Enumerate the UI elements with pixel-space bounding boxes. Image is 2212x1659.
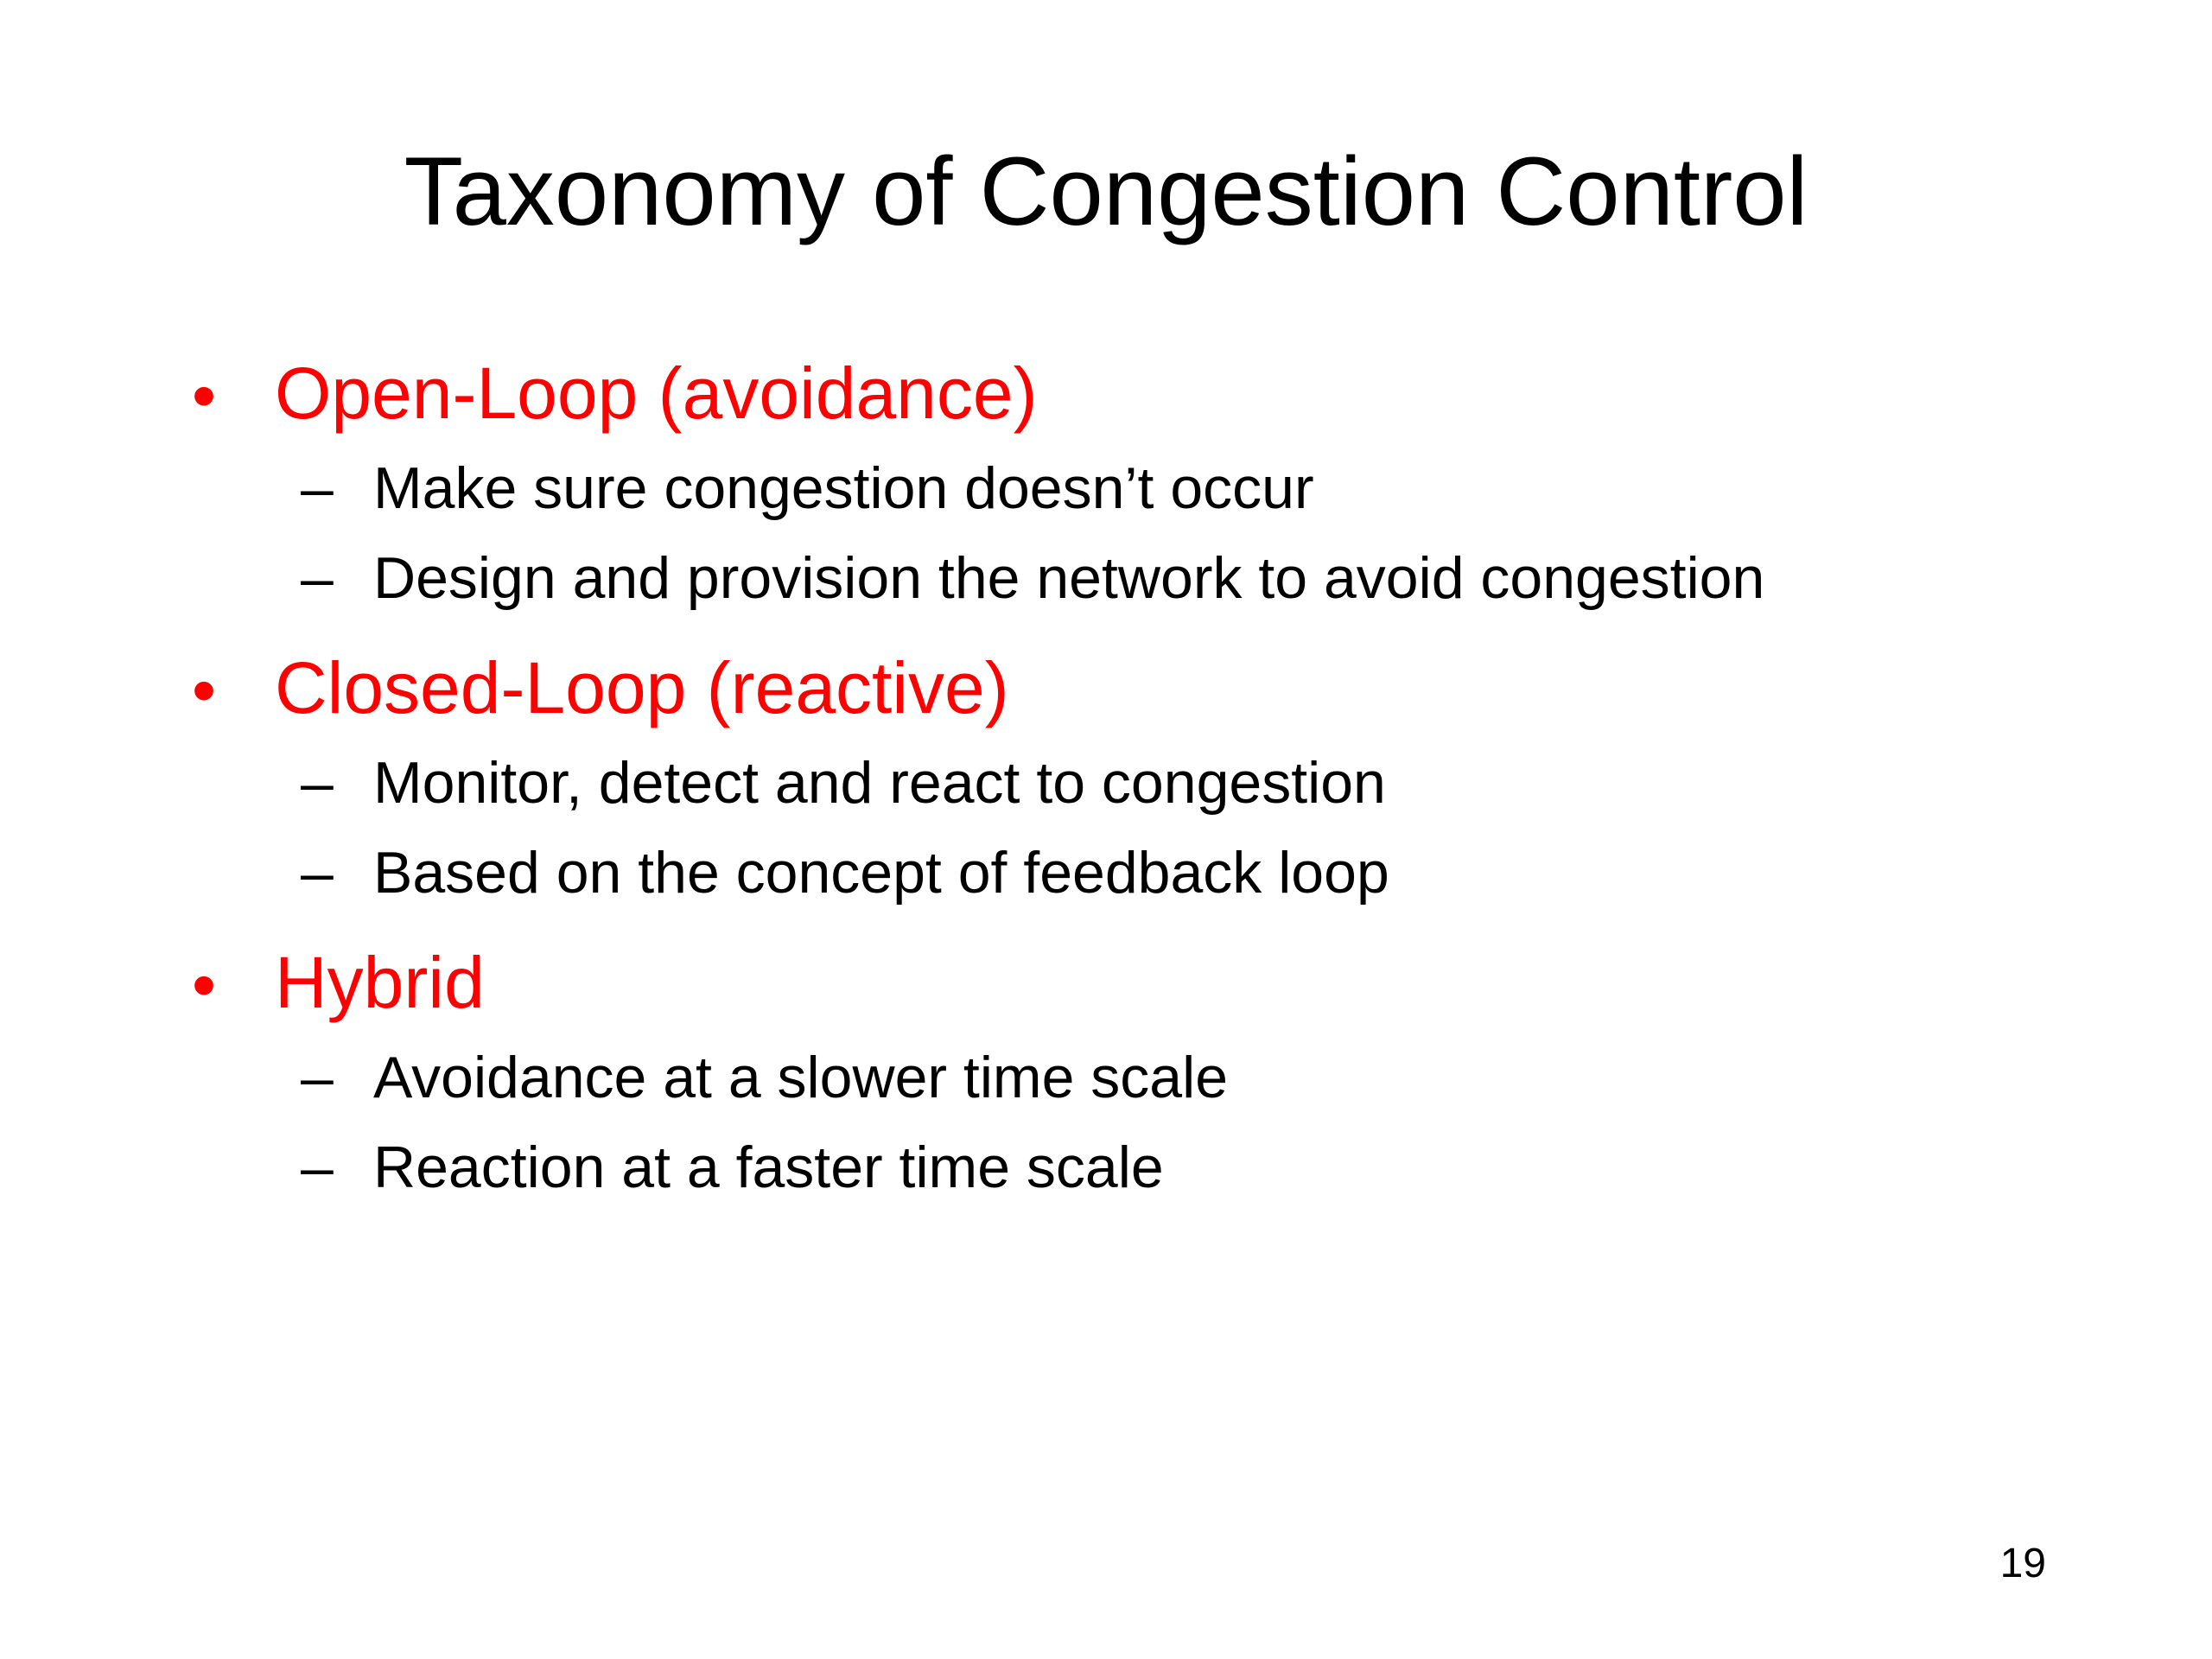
slide-title: Taxonomy of Congestion Control — [404, 137, 1808, 245]
bullet-group-closed-loop — [0, 640, 2212, 919]
sub-bullet-item — [0, 830, 2212, 919]
bullet-dot-icon: • — [192, 946, 217, 1023]
sub-bullet-item — [0, 1124, 2212, 1214]
sub-bullet-item — [0, 740, 2212, 830]
sub-bullet-text: Design and provision the network to avoid congestion — [373, 545, 1765, 611]
sub-bullet-text: Reaction at a faster time scale — [373, 1135, 1164, 1200]
sub-bullet-text: Monitor, detect and react to congestion — [373, 750, 1386, 816]
bullet-item — [0, 346, 2212, 445]
sub-bullet-item — [0, 535, 2212, 625]
bullet-dot-icon: • — [192, 357, 217, 434]
bullet-group-open-loop — [0, 346, 2212, 625]
sub-bullet-item — [0, 1034, 2212, 1124]
sub-bullet-item — [0, 445, 2212, 535]
dash-icon: – — [301, 1045, 334, 1110]
page-number: 19 — [1999, 1541, 2046, 1586]
dash-icon: – — [301, 1135, 334, 1200]
sub-bullet-text: Make sure congestion doesn’t occur — [373, 455, 1314, 521]
bullet-text: Closed-Loop (reactive) — [275, 647, 1009, 728]
bullet-item — [0, 640, 2212, 740]
sub-bullet-text: Avoidance at a slower time scale — [373, 1045, 1229, 1110]
bullet-item — [0, 935, 2212, 1034]
bullet-dot-icon: • — [192, 652, 217, 728]
sub-bullet-text: Based on the concept of feedback loop — [373, 840, 1389, 906]
dash-icon: – — [301, 840, 334, 906]
bullet-text: Hybrid — [275, 942, 485, 1023]
bullet-group-hybrid — [0, 935, 2212, 1214]
dash-icon: – — [301, 750, 334, 816]
slide-content — [0, 346, 2212, 1230]
bullet-text: Open-Loop (avoidance) — [275, 353, 1038, 434]
dash-icon: – — [301, 545, 334, 611]
dash-icon: – — [301, 455, 334, 521]
